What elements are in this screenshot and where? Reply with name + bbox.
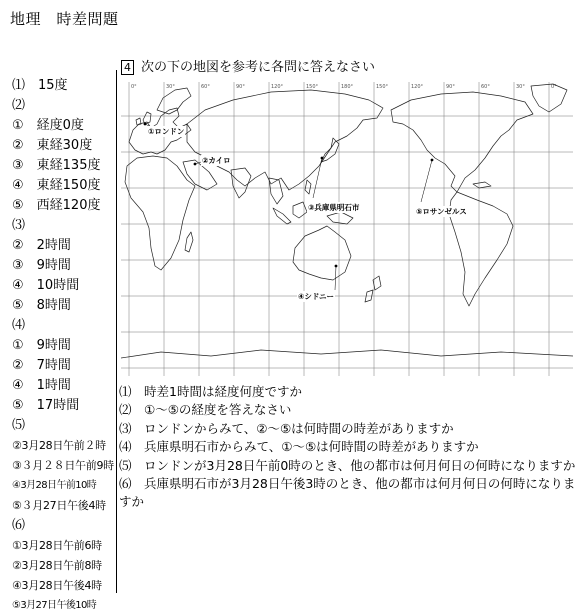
- answer-item: ⑷: [12, 318, 26, 333]
- sumatra-outline: [273, 208, 291, 224]
- question-item: ⑶ ロンドンからみて、②～⑤は何時間の時差がありますか: [119, 420, 454, 436]
- label-london: ①ロンドン: [148, 127, 185, 136]
- question-item: ⑵ ①～⑤の経度を答えなさい: [119, 402, 292, 418]
- longitude-tick-label: 0°: [131, 84, 137, 90]
- ireland-outline: [136, 118, 141, 125]
- answer-item: ②3月28日午前２時: [12, 439, 106, 452]
- longitude-tick-label: 90°: [446, 84, 455, 90]
- longitude-tick-label: 60°: [201, 84, 210, 90]
- indochina-outline: [269, 178, 283, 204]
- longitude-tick-label: 0°: [551, 84, 557, 90]
- longitude-tick-label: 120°: [271, 84, 284, 90]
- answer-item: ④ 東経150度: [12, 178, 101, 193]
- label-sydney: ④シドニー: [298, 292, 335, 301]
- answer-item: ① 経度0度: [12, 118, 84, 133]
- scandinavia-outline: [157, 88, 191, 114]
- longitude-tick-label: 30°: [516, 84, 525, 90]
- answer-item: ④3月28日午後4時: [12, 579, 102, 592]
- answer-item: ① 9時間: [12, 338, 71, 353]
- answer-item: ⑤ 西経120度: [12, 198, 101, 213]
- answer-item: ⑹: [12, 518, 26, 533]
- answer-item: ③ 9時間: [12, 258, 71, 273]
- longitude-tick-label: 60°: [481, 84, 490, 90]
- longitude-tick-label: 120°: [411, 84, 424, 90]
- answer-item: ⑤ 8時間: [12, 298, 71, 313]
- question-header-text: 次の下の地図を参考に各問に答えなさい: [141, 60, 376, 75]
- question-list: [119, 383, 581, 512]
- newguinea-outline: [327, 212, 353, 224]
- cuba-outline: [473, 182, 491, 188]
- world-map-figure: [121, 80, 573, 380]
- borneo-outline: [293, 202, 307, 218]
- answer-item: ⑸: [12, 418, 26, 433]
- answer-item: ①3月28日午前6時: [12, 539, 102, 552]
- question-item: ⑹ 兵庫県明石市が3月28日午後3時のとき、他の都市は何月何日の何時になりますか: [119, 476, 576, 510]
- question-item: ⑷ 兵庫県明石市からみて、①～⑤は何時間の時差がありますか: [119, 439, 479, 455]
- answer-item: ⑵: [12, 98, 26, 113]
- answer-item: ④ 10時間: [12, 278, 80, 293]
- philippines-outline: [305, 180, 311, 194]
- column-divider: [116, 70, 117, 593]
- answer-column: [12, 76, 116, 616]
- question-number-box: 4: [121, 60, 134, 75]
- longitude-tick-label: 30°: [166, 84, 175, 90]
- answer-item: ⑤3月27日午後10時: [12, 600, 97, 611]
- answer-item: ②3月28日午前8時: [12, 559, 102, 572]
- answer-item: ④ 1時間: [12, 378, 71, 393]
- world-map: [121, 80, 573, 380]
- page-title: 地理 時差問題: [10, 10, 119, 28]
- label-los-angeles: ⑤ロサンゼルス: [416, 207, 467, 216]
- longitude-tick-label: 180°: [341, 84, 354, 90]
- answer-item: ② 2時間: [12, 238, 71, 253]
- answer-item: ④3月28日午前10時: [12, 480, 97, 491]
- answer-item: ⑤３月27日午後4時: [12, 499, 106, 512]
- answer-item: ⑴ 15度: [12, 78, 68, 93]
- label-cairo: ②カイロ: [202, 156, 231, 165]
- question-item: ⑴ 時差1時間は経度何度ですか: [119, 384, 302, 399]
- australia-outline: [293, 226, 351, 280]
- madagascar-outline: [185, 232, 193, 252]
- answer-item: ③３月２８日午前9時: [12, 459, 114, 472]
- longitude-tick-label: 150°: [306, 84, 319, 90]
- longitude-tick-label: 90°: [236, 84, 245, 90]
- answer-item: ③ 東経135度: [12, 158, 101, 173]
- answer-item: ② 7時間: [12, 358, 71, 373]
- africa-outline: [125, 156, 195, 270]
- answer-item: ② 東経30度: [12, 138, 93, 153]
- answer-item: ⑤ 17時間: [12, 398, 80, 413]
- question-header: [121, 56, 375, 75]
- la-leader: [421, 160, 432, 202]
- antarctica-outline: [121, 350, 573, 358]
- question-item: ⑸ ロンドンが3月28日午前0時のとき、他の都市は何月何日の何時になりますか: [119, 457, 576, 473]
- longitude-tick-label: 150°: [376, 84, 389, 90]
- answer-item: ⑶: [12, 218, 26, 233]
- asia-outline: [187, 90, 383, 190]
- label-akashi: ③兵庫県明石市: [308, 203, 360, 212]
- akashi-leader: [313, 158, 322, 198]
- north-america-outline: [391, 92, 533, 192]
